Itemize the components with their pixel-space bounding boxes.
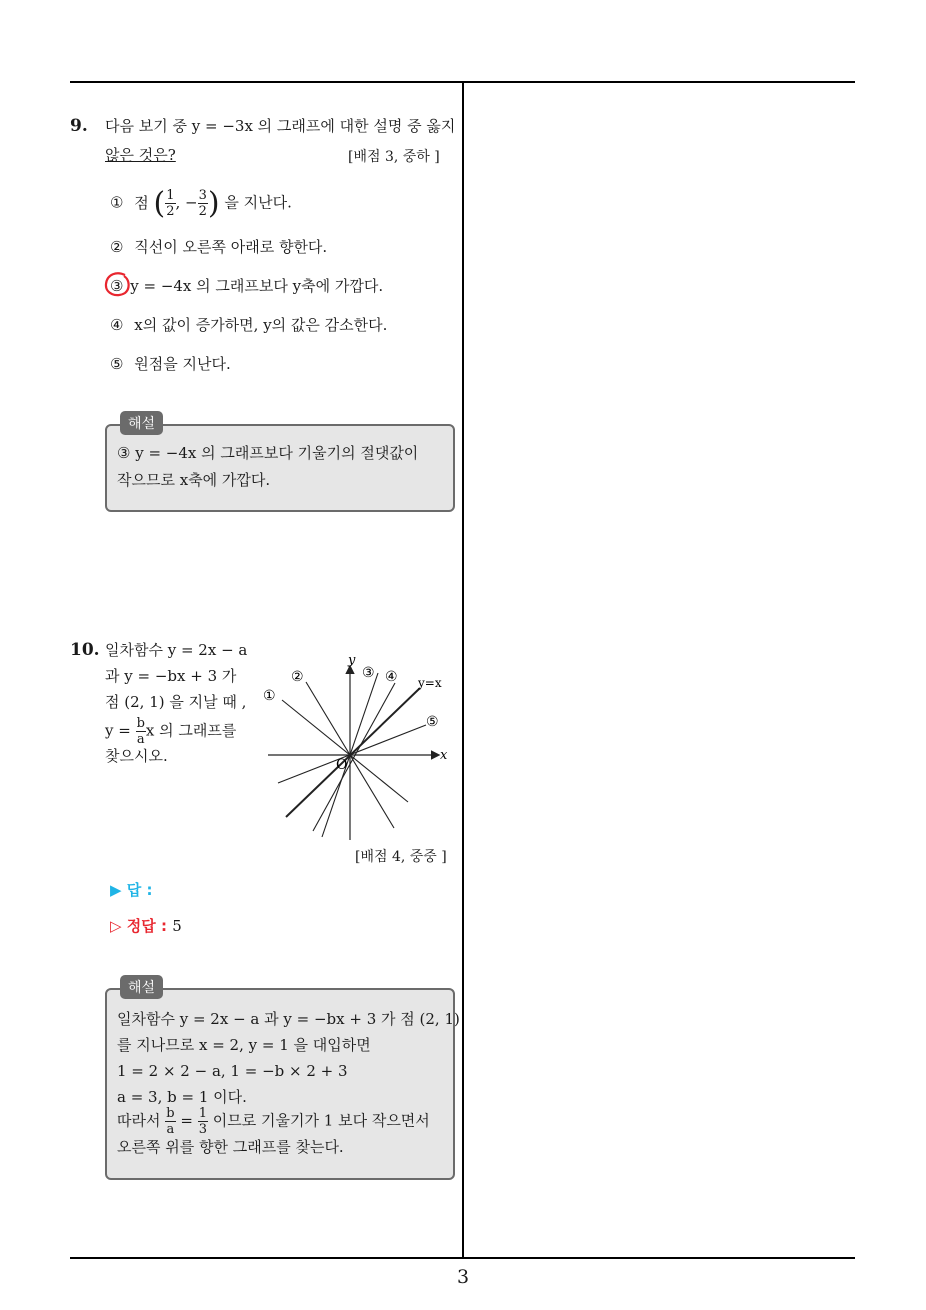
graph-line-y-equals-x xyxy=(286,688,420,817)
q10-frac-prefix: y = xyxy=(105,721,131,740)
question-9-text-line2: 않은 것은? xyxy=(105,146,176,164)
question-9-score: [배점 3, 중하 ] xyxy=(348,149,440,165)
line-mark-3: ③ xyxy=(362,665,375,681)
correct-answer-value: 5 xyxy=(172,917,182,935)
q10-exp-fraction-1: $\frac{b}{a}$ xyxy=(166,1106,175,1137)
question-10-text-line2: 과 y = −bx + 3 가 xyxy=(105,667,237,685)
q9-explanation-line1: ③ y = −4x 의 그래프보다 기울기의 절댓값이 xyxy=(117,444,419,462)
q9-option-1-post: 을 지난다. xyxy=(224,193,292,212)
q10-graph xyxy=(258,645,458,845)
q9-option-4[interactable] xyxy=(110,314,387,335)
question-9-text-line1: 다음 보기 중 y = −3x 의 그래프에 대한 설명 중 옳지 xyxy=(105,117,456,135)
q10-explanation-line2: 를 지나므로 x = 2, y = 1 을 대입하면 xyxy=(117,1036,371,1054)
q9-option-3-text: y = −4x 의 그래프보다 y축에 가깝다. xyxy=(130,277,384,295)
q9-option-1-mark: ① xyxy=(110,193,124,212)
correct-answer-label: ▷ 정답 : xyxy=(110,917,167,935)
q9-option-3-mark: ③ xyxy=(110,277,124,295)
question-10-score: [배점 4, 중중 ] xyxy=(355,849,447,865)
q9-option-4-mark: ④ xyxy=(110,316,124,334)
q9-explanation-line2: 작으므로 x축에 가깝다. xyxy=(117,471,271,489)
line-mark-5: ⑤ xyxy=(426,714,439,730)
q10-explanation-tag: 해설 xyxy=(120,975,163,999)
q10-exp-line5-pre: 따라서 xyxy=(117,1111,161,1130)
page-number: 3 xyxy=(456,1266,470,1288)
q9-option-2[interactable] xyxy=(110,236,327,257)
q9-option-5-text: 원점을 지난다. xyxy=(134,355,231,373)
q10-exp-fraction-2: $\frac{1}{3}$ xyxy=(198,1106,208,1137)
right-paren: ) xyxy=(207,186,220,221)
line-label-y-equals-x: y=x xyxy=(418,676,442,690)
question-10-text-line3: 점 (2, 1) 을 지날 때 , xyxy=(105,693,247,711)
y-axis-label: y xyxy=(348,653,356,668)
question-10-text-line5: 찾으시오. xyxy=(105,747,168,765)
q9-option-1-fraction-1: $\frac{1}{2}$ xyxy=(166,188,175,219)
q9-explanation-tag: 해설 xyxy=(120,411,163,435)
q10-text-line4-rest: x 의 그래프를 xyxy=(145,721,237,740)
question-10-number: 10. xyxy=(70,640,100,660)
q9-option-5-mark: ⑤ xyxy=(110,355,124,373)
q9-option-1[interactable] xyxy=(110,186,292,221)
q9-option-3[interactable] xyxy=(110,275,383,296)
line-mark-4: ④ xyxy=(385,669,398,685)
q9-option-5[interactable] xyxy=(110,353,231,374)
q10-exp-line5-post: 이므로 기울기가 1 보다 작으면서 xyxy=(212,1111,430,1130)
line-mark-1: ① xyxy=(263,688,276,704)
question-9-number: 9. xyxy=(70,116,88,136)
red-mark-circle-icon xyxy=(103,270,133,300)
origin-label: O xyxy=(336,757,348,773)
correct-answer-row xyxy=(110,915,182,936)
answer-prompt[interactable]: ▶ 답 : xyxy=(110,881,153,899)
q10-fraction: $\frac{b}{a}$ xyxy=(136,716,145,747)
x-axis-label: x xyxy=(440,748,448,763)
q10-explanation-line4: a = 3, b = 1 이다. xyxy=(117,1088,247,1106)
q10-explanation-line3: 1 = 2 × 2 − a, 1 = −b × 2 + 3 xyxy=(117,1062,348,1080)
q10-explanation-line6: 오른쪽 위를 향한 그래프를 찾는다. xyxy=(117,1138,344,1156)
q9-option-1-separator: , − xyxy=(175,193,198,212)
bottom-rule xyxy=(70,1257,855,1259)
q10-explanation-line5 xyxy=(117,1106,430,1137)
column-divider xyxy=(462,82,464,1258)
q9-option-4-text: x의 값이 증가하면, y의 값은 감소한다. xyxy=(134,316,388,334)
graph-line-1 xyxy=(282,700,408,802)
q9-option-1-pre: 점 xyxy=(134,193,149,212)
question-10-text-line1: 일차함수 y = 2x − a xyxy=(105,641,248,659)
q9-option-2-mark: ② xyxy=(110,238,124,256)
left-paren: ( xyxy=(153,186,166,221)
graph-line-5 xyxy=(278,725,426,783)
line-mark-2: ② xyxy=(291,669,304,685)
q9-option-2-text: 직선이 오른쪽 아래로 향한다. xyxy=(134,238,328,256)
q10-exp-line5-eq: = xyxy=(180,1111,193,1130)
q9-option-1-fraction-2: $\frac{3}{2}$ xyxy=(198,188,207,219)
q10-explanation-line1: 일차함수 y = 2x − a 과 y = −bx + 3 가 점 (2, 1) xyxy=(117,1010,460,1028)
